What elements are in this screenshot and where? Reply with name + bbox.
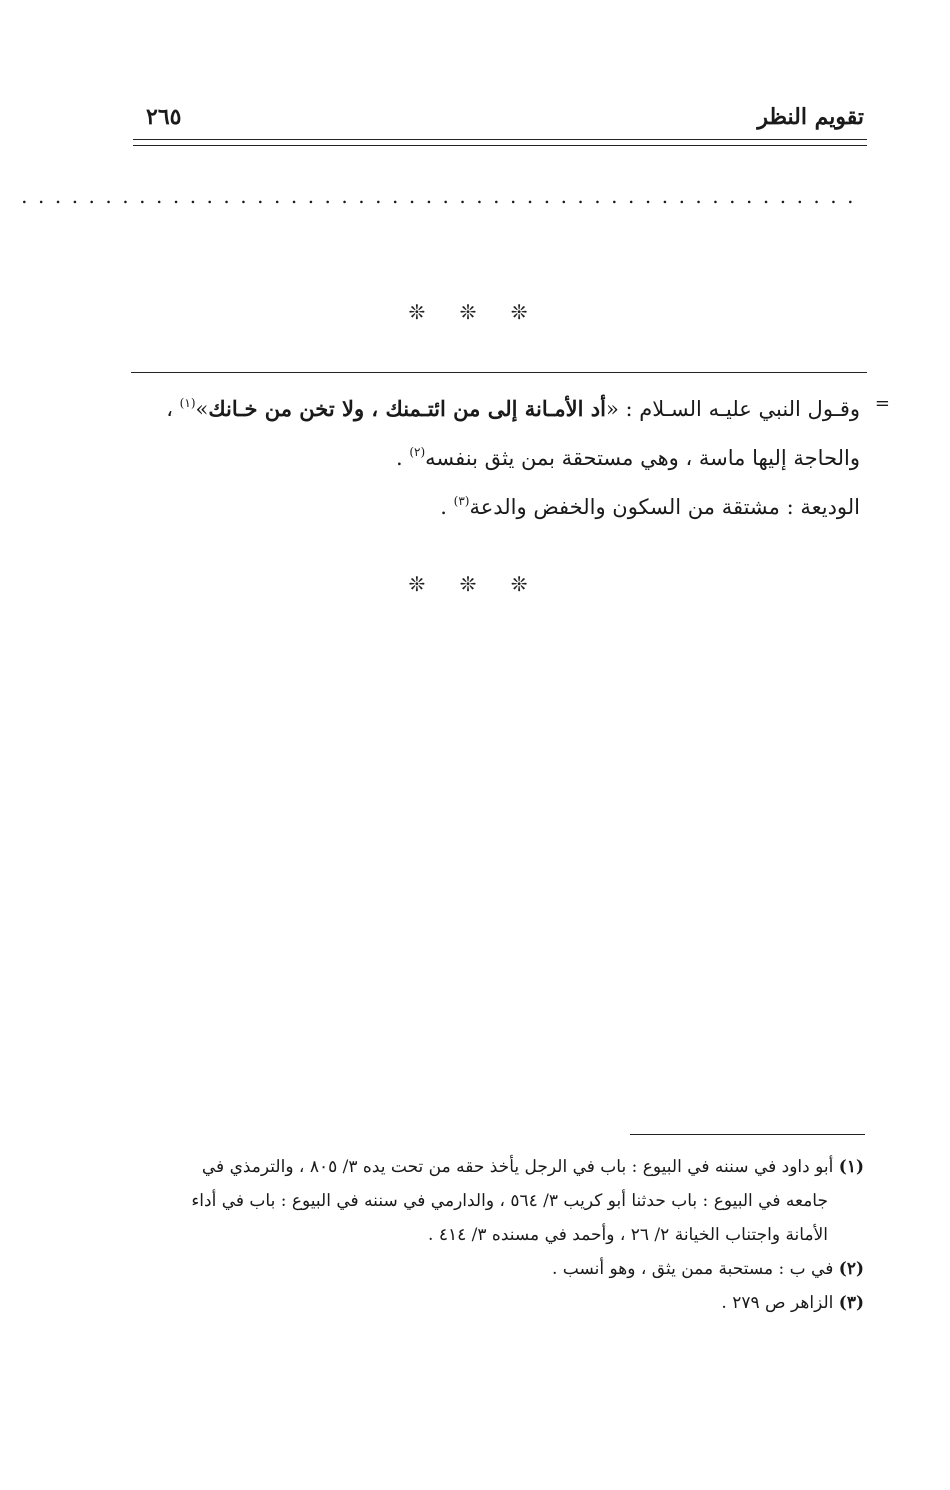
ellipsis-row: .................................................. — [21, 184, 864, 208]
footnote-ref[interactable]: (٣) — [453, 494, 470, 508]
running-title: تقويم النظر — [757, 104, 864, 130]
header-rule — [133, 139, 867, 140]
text-line-3 — [115, 480, 860, 529]
text-segment: . — [395, 446, 410, 470]
footnote-number: (٣) — [838, 1293, 864, 1313]
footnote-3 — [124, 1286, 864, 1320]
footnote-number: (٢) — [838, 1259, 864, 1279]
text-segment: ، — [166, 397, 180, 421]
section-ornament: ❊ ❊ ❊ — [408, 300, 542, 324]
page-number: ٢٦٥ — [146, 104, 182, 130]
footnote-ref[interactable]: (١) — [179, 396, 196, 410]
footnote-text: أبو داود في سننه في البيوع : باب في الرجل يأخذ حقه من تحت يده ٣/ ٨٠٥ ، والترمذي في — [201, 1157, 834, 1177]
footnote-text: الزاهر ص ٢٧٩ . — [721, 1293, 834, 1313]
footnote-1-continuation: جامعه في البيوع : باب حدثنا أبو كريب ٣/ ٥٦٤ ، والدارمي في سننه في البيوع : باب في أداء — [191, 1191, 828, 1211]
text-segment: الوديعة : مشتقة من السكون والخفض والدعة — [469, 495, 860, 519]
text-line-2 — [115, 431, 860, 480]
text-segment: . — [440, 495, 454, 519]
section-ornament: ❊ ❊ ❊ — [408, 572, 542, 596]
footnote-2 — [124, 1252, 864, 1286]
text-segment: » — [195, 397, 209, 421]
footnote-rule — [630, 1134, 865, 1135]
text-segment: وقـول النبي عليـه السـلام : « — [605, 397, 860, 421]
hadith-quote: أد الأمـانة إلى من ائتـمنك ، ولا تخن من خـانك — [208, 396, 606, 421]
main-text — [115, 382, 890, 529]
continuation-mark: = — [874, 393, 890, 414]
footnote-1-continuation: الأمانة واجتناب الخيانة ٢/ ٢٦ ، وأحمد في مسنده ٣/ ٤١٤ . — [428, 1225, 828, 1245]
footnote-text: في ب : مستحبة ممن يثق ، وهو أنسب . — [552, 1259, 834, 1279]
footnote-number: (١) — [838, 1157, 864, 1177]
footnote-1 — [124, 1150, 864, 1184]
footnotes — [124, 1150, 864, 1320]
header-rule-thin — [133, 145, 867, 146]
text-line-1 — [115, 382, 860, 431]
text-segment: والحاجة إليها ماسة ، وهي مستحقة بمن يثق بنفسه — [425, 446, 860, 470]
section-rule — [131, 372, 867, 373]
footnote-ref[interactable]: (٢) — [409, 445, 426, 459]
